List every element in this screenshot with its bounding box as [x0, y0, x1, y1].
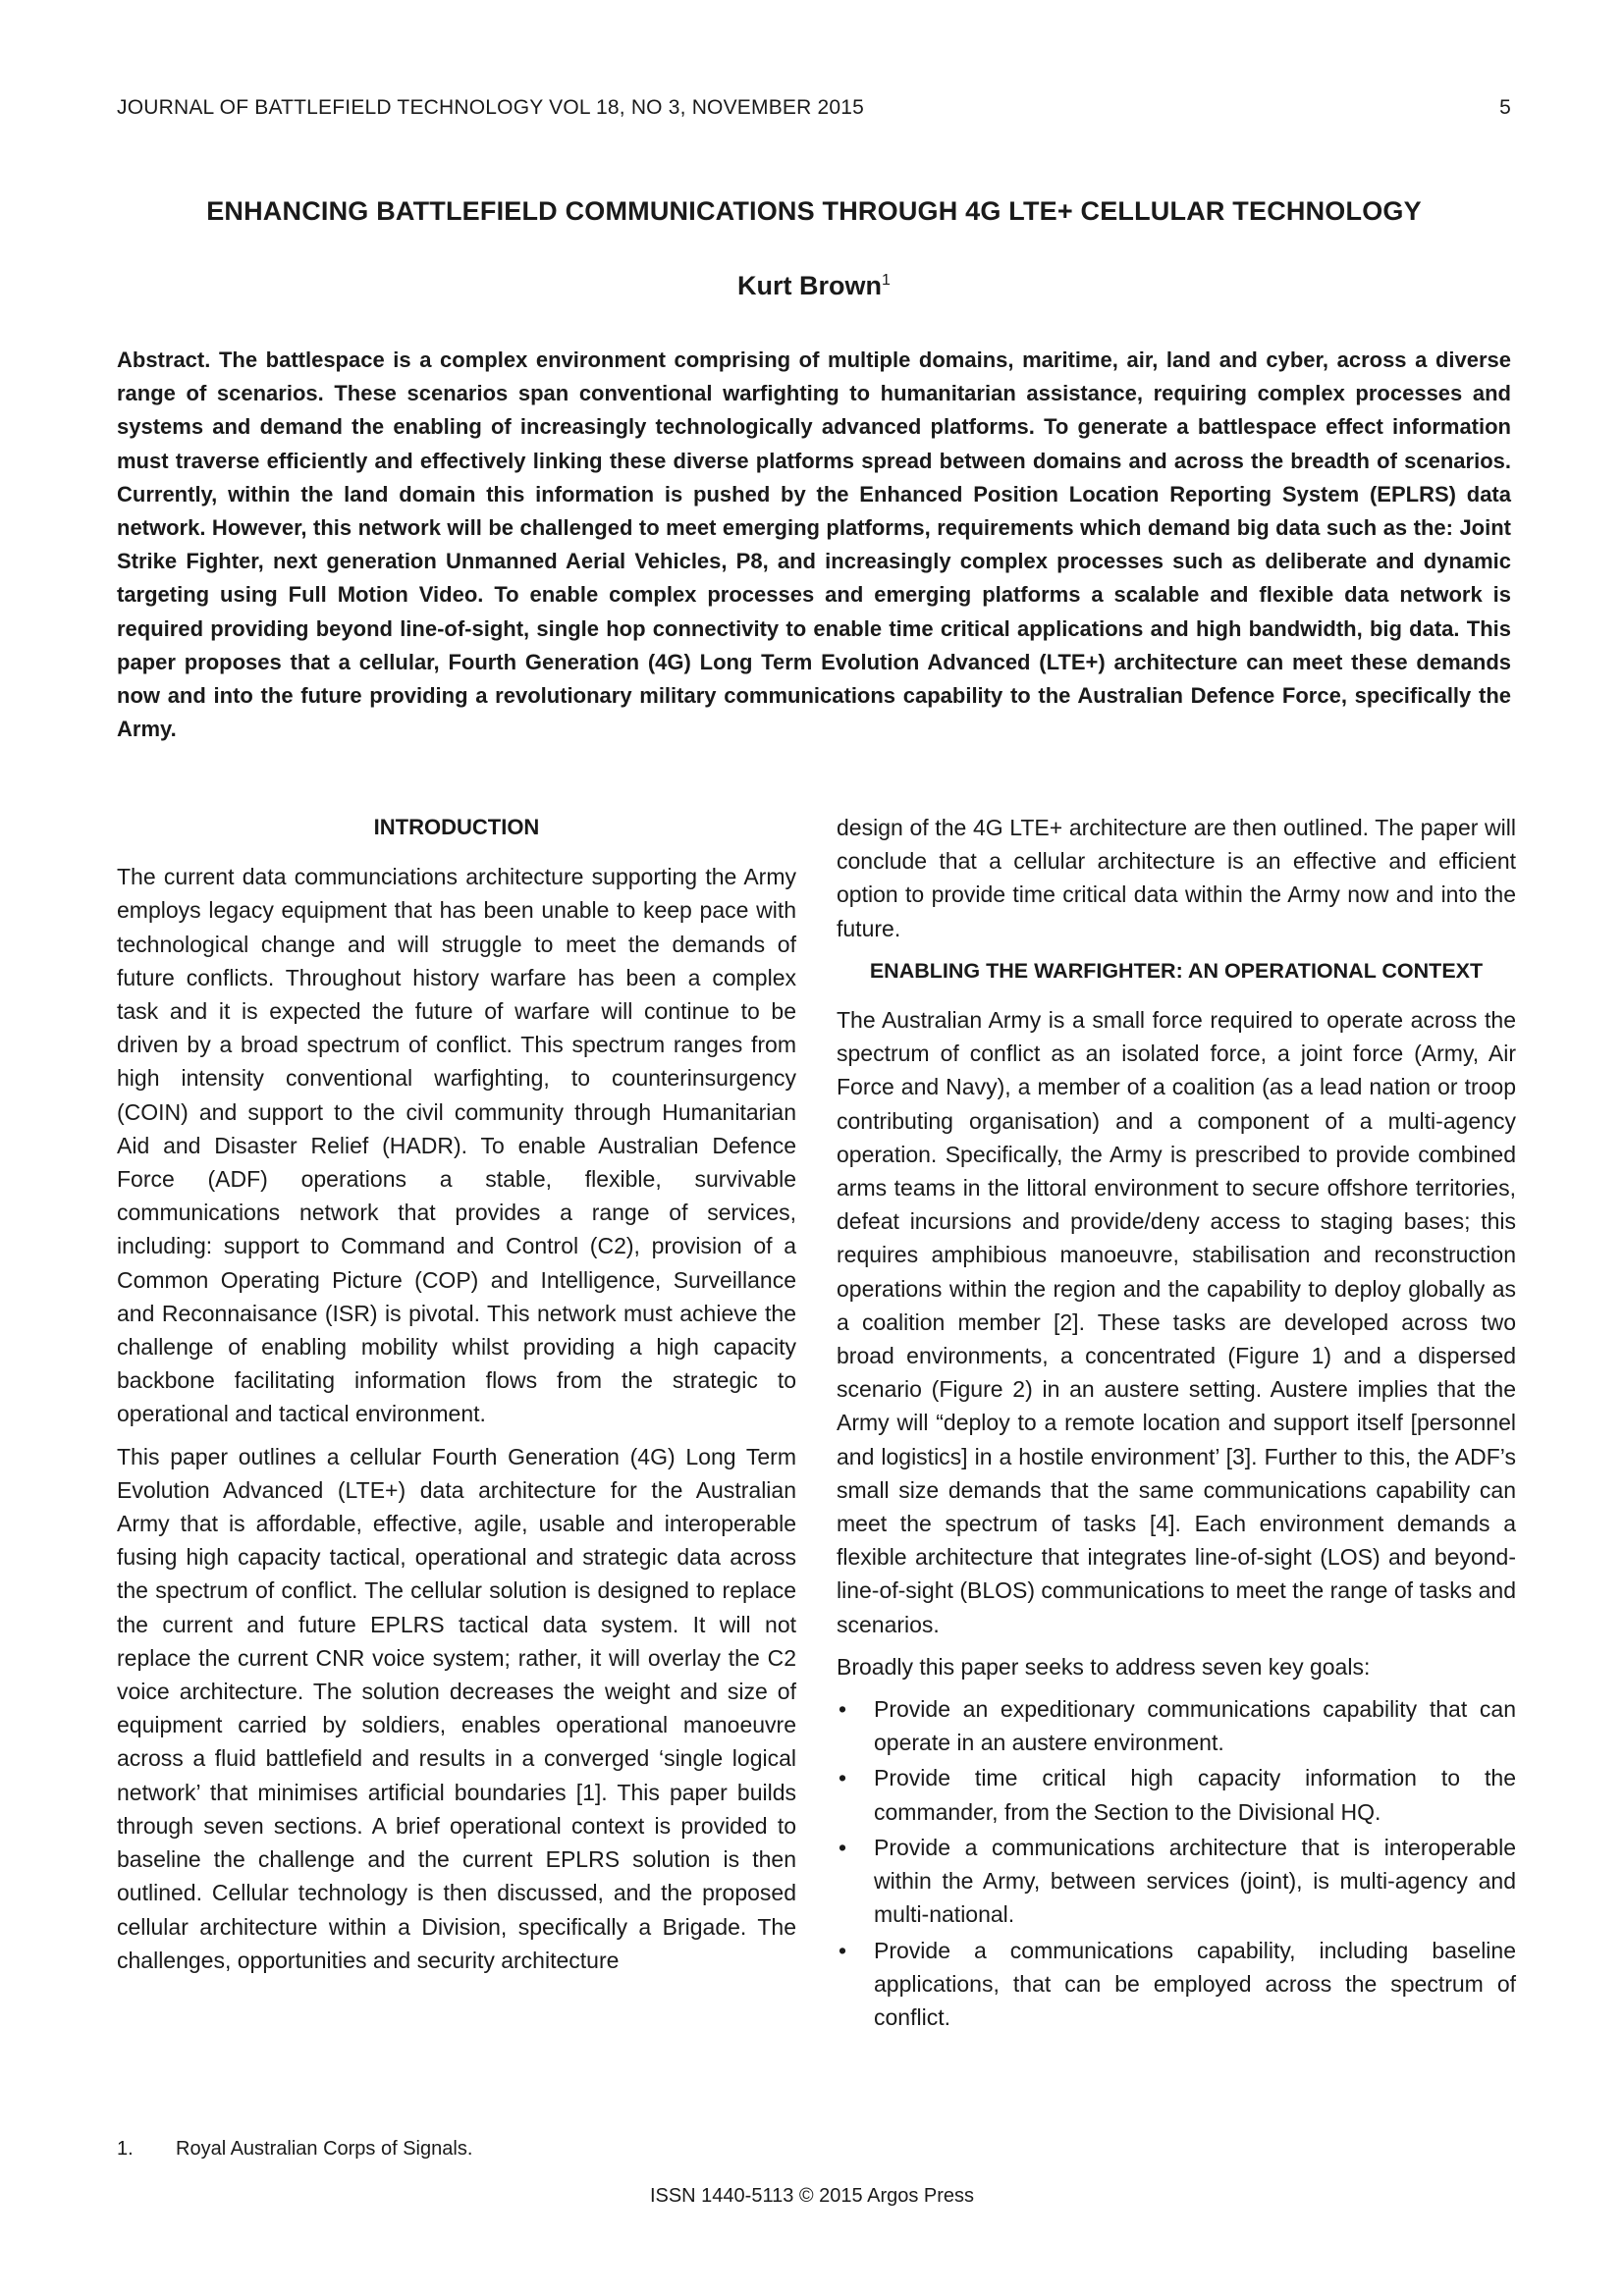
author-footnote-marker: 1: [882, 272, 891, 289]
article-title: ENHANCING BATTLEFIELD COMMUNICATIONS THROUGH 4G LTE+ CELLULAR TECHNOLOGY: [206, 196, 1422, 226]
footnote-text: Royal Australian Corps of Signals.: [176, 2138, 473, 2160]
author-line: [117, 271, 1511, 301]
bullet-icon: •: [839, 1834, 847, 1860]
abstract: Abstract. The battlespace is a complex environment comprising of multiple domains, maritime, air, land and cyber, across a diverse range of scenarios. These scenarios span conventional warfighting to humanitarian assistance, requiring complex processes and systems and demand the enabling of increasingly technologically advanced platforms. To generate a battlespace effect information must traverse efficiently and effectively linking these diverse platforms spread between domains and across the breadth of scenarios. Currently, within the land domain this information is pushed by the Enhanced Position Location Reporting System (EPLRS) data network. However, this network will be challenged to meet emerging platforms, requirements which demand big data such as the: Joint Strike Fighter, next generation Unmanned Aerial Vehicles, P8, and increasingly complex processes such as deliberate and dynamic targeting using Full Motion Video. To enable complex processes and emerging platforms a scalable and flexible data network is required providing beyond line-of-sight, single hop connectivity to enable time critical applications and high bandwidth, big data. This paper proposes that a cellular, Fourth Generation (4G) Long Term Evolution Advanced (LTE+) architecture can meet these demands now and into the future providing a revolutionary military communications capability to the Australian Defence Force, specifically the Army.: [117, 347, 1511, 742]
footnote-number: 1.: [117, 2138, 134, 2160]
list-item: [837, 1831, 1516, 1932]
page-number: 5: [1499, 96, 1511, 119]
footnote: [117, 2138, 472, 2161]
list-item-text: Provide an expeditionary communications capability that can operate in an austere environment.: [874, 1696, 1516, 1756]
list-item: [837, 1934, 1516, 2035]
intro-paragraph-2: This paper outlines a cellular Fourth Generation (4G) Long Term Evolution Advanced (LTE+) data architecture for the Australian Army that is affordable, effective, agile, usable and interoperable fusing high capacity tactical, operational and strategic data across the spectrum of conflict. The cellular solution is designed to replace the current and future EPLRS tactical data system. It will not replace the current CNR voice system; rather, it will overlay the C2 voice architecture. The solution decreases the weight and size of equipment carried by soldiers, enables operational manoeuvre across a fluid battlefield and results in a converged ‘single logical network’ that minimises artificial boundaries [1]. This paper builds through seven sections. A brief operational context is provided to baseline the challenge and the current EPLRS solution is then outlined. Cellular technology is then discussed, and the proposed cellular architecture within a Division, specifically a Brigade. The challenges, opportunities and security architecture: [117, 1443, 796, 1973]
intro-paragraph-1: The current data communciations architecture supporting the Army employs legacy equipment that has been unable to keep pace with technological change and will struggle to meet the demands of future conflicts. Throughout history warfare has been a complex task and it is expected the future of warfare will continue to be driven by a broad spectrum of conflict. This spectrum ranges from high intensity conventional warfighting, to counterinsurgency (COIN) and support to the civil community through Humanitarian Aid and Disaster Relief (HADR). To enable Australian Defence Force (ADF) operations a stable, flexible, survivable communications network that provides a range of services, including: support to Command and Control (C2), provision of a Common Operating Picture (COP) and Intelligence, Surveillance and Reconnaisance (ISR) is pivotal. This network must achieve the challenge of enabling mobility whilst providing a high capacity backbone facilitating information flows from the strategic to operational and tactical environment.: [117, 864, 796, 1427]
page-footer: ISSN 1440-5113 © 2015 Argos Press: [649, 2185, 975, 2207]
right-column: [837, 811, 1516, 2036]
list-item-text: Provide a communications capability, including baseline applications, that can be employed across the spectrum of conflict.: [874, 1937, 1516, 2030]
list-item: [837, 1761, 1516, 1828]
left-column: [117, 811, 796, 1986]
goals-list: [837, 1692, 1516, 2034]
list-item-text: Provide a communications architecture that is interoperable within the Army, between services (joint), is multi-agency and multi-national.: [874, 1834, 1516, 1928]
intro-paragraph-continued: design of the 4G LTE+ architecture are then outlined. The paper will conclude that a cellular architecture is an effective and efficient option to provide time critical data within the Army now and into the future.: [837, 815, 1516, 941]
list-item: [837, 1692, 1516, 1759]
author-name: Kurt Brown: [737, 271, 883, 300]
goals-intro: Broadly this paper seeks to address seven key goals:: [837, 1653, 1371, 1680]
list-item-text: Provide time critical high capacity information to the commander, from the Section to the Divisional HQ.: [874, 1765, 1516, 1825]
bullet-icon: •: [839, 1765, 847, 1791]
heading-introduction: INTRODUCTION: [373, 815, 540, 839]
bullet-icon: •: [839, 1937, 847, 1963]
running-header: [117, 96, 1511, 120]
bullet-icon: •: [839, 1696, 847, 1723]
journal-name: JOURNAL OF BATTLEFIELD TECHNOLOGY VOL 18, NO 3, NOVEMBER 2015: [117, 96, 865, 119]
heading-operational-context: ENABLING THE WARFIGHTER: AN OPERATIONAL CONTEXT: [869, 958, 1484, 983]
context-paragraph-1: The Australian Army is a small force required to operate across the spectrum of conflict as an isolated force, a joint force (Army, Air Force and Navy), a member of a coalition (as a lead nation or troop contributing organisation) and a component of a multi-agency operation. Specifically, the Army is prescribed to provide combined arms teams in the littoral environment to secure offshore territories, defeat incursions and provide/deny access to staging bases; this requires amphibious manoeuvre, stabilisation and reconstruction operations within the region and the capability to deploy globally as a coalition member [2]. These tasks are developed across two broad environments, a concentrated (Figure 1) and a dispersed scenario (Figure 2) in an austere setting. Austere implies that the Army will “deploy to a remote location and support itself [personnel and logistics] in a hostile environment’ [3]. Further to this, the ADF’s small size demands that the same communications capability can meet the spectrum of tasks [4]. Each environment demands a flexible architecture that integrates line-of-sight (LOS) and beyond-line-of-sight (BLOS) communications to meet the range of tasks and scenarios.: [837, 1007, 1516, 1637]
